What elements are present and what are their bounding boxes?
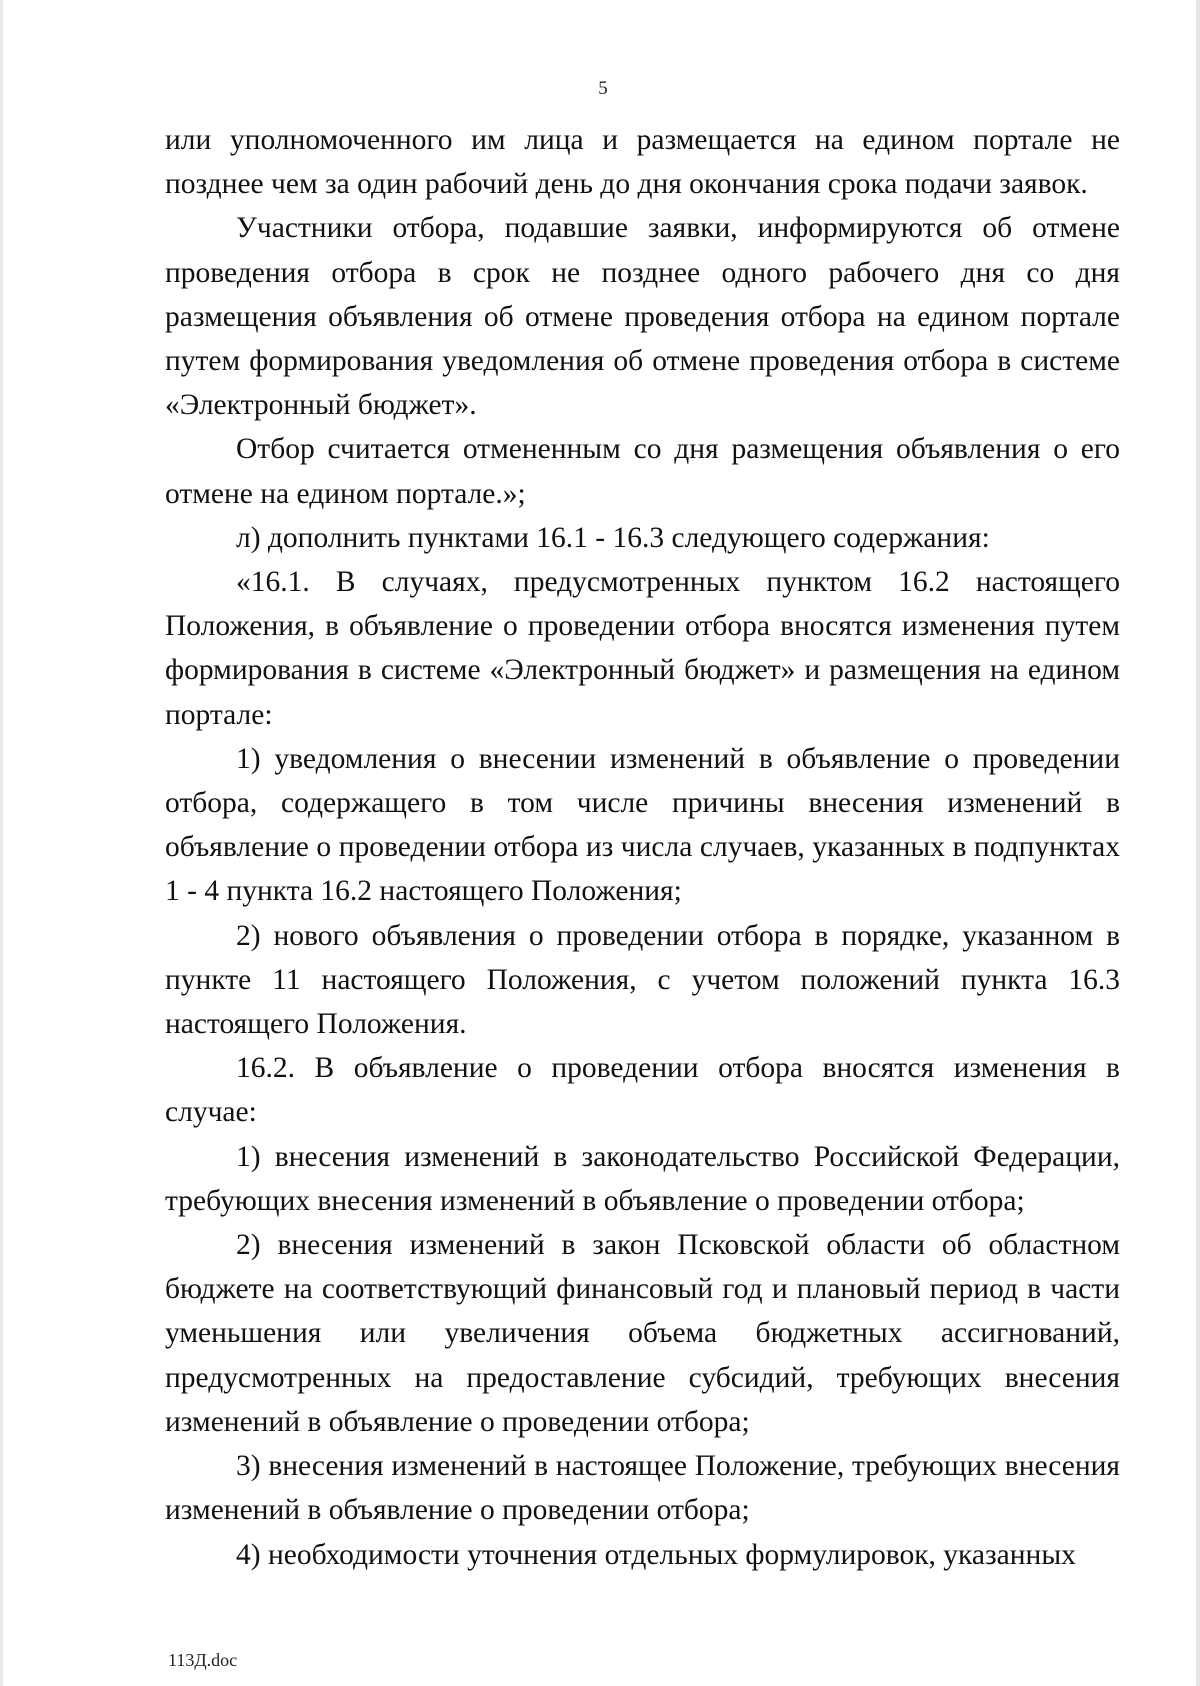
paragraph-6: 1) уведомления о внесении изменений в объявление о проведении отбора, содержащего в том числе причины внесения изменений в объявление о проведении отбора из числа случаев, указанных в подпунктах 1 - 4 пункта 16.2 настоящего Положения; [165, 742, 1120, 908]
paragraph-12: 4) необходимости уточнения отдельных формулировок, указанных [236, 1538, 1076, 1571]
paragraph-8: 16.2. В объявление о проведении отбора вносятся изменения в случае: [165, 1052, 1120, 1129]
paragraph-5: «16.1. В случаях, предусмотренных пунктом 16.2 настоящего Положения, в объявление о проведении отбора вносятся изменения путем формирования в системе «Электронный бюджет» и размещения на едином портале: [165, 566, 1120, 731]
paragraph-10: 2) внесения изменений в закон Псковской области об областном бюджете на соответствующий финансовый год и плановый период в части уменьшения или увеличения объема бюджетных ассигнований, предусмотренных на предоставление субсидий, требующих внесения изменений в объявление о проведении отбора; [165, 1229, 1120, 1438]
document-body [165, 118, 1120, 1577]
footer-filename: 113Д.doc [168, 1650, 238, 1670]
paragraph-11: 3) внесения изменений в настоящее Положение, требующих внесения изменений в объявление о проведении отбора; [165, 1450, 1120, 1527]
paragraph-1: или уполномоченного им лица и размещается на едином портале не позднее чем за один рабочий день до дня окончания срока подачи заявок. [165, 124, 1120, 201]
paragraph-9: 1) внесения изменений в законодательство Российской Федерации, требующих внесения изменений в объявление о проведении отбора; [165, 1140, 1120, 1217]
paragraph-7: 2) нового объявления о проведении отбора в порядке, указанном в пункте 11 настоящего Положения, с учетом положений пункта 16.3 настоящего Положения. [165, 919, 1120, 1041]
paragraph-3: Отбор считается отмененным со дня размещения объявления о его отмене на едином портале.»; [165, 433, 1120, 510]
page-number: 5 [598, 78, 608, 99]
paragraph-4: л) дополнить пунктами 16.1 - 16.3 следующего содержания: [236, 521, 990, 554]
paragraph-2: Участники отбора, подавшие заявки, информируются об отмене проведения отбора в срок не позднее одного рабочего дня со дня размещения объявления об отмене проведения отбора на едином портале путем формирования уведомления об отмене проведения отбора в системе «Электронный бюджет». [165, 212, 1120, 422]
